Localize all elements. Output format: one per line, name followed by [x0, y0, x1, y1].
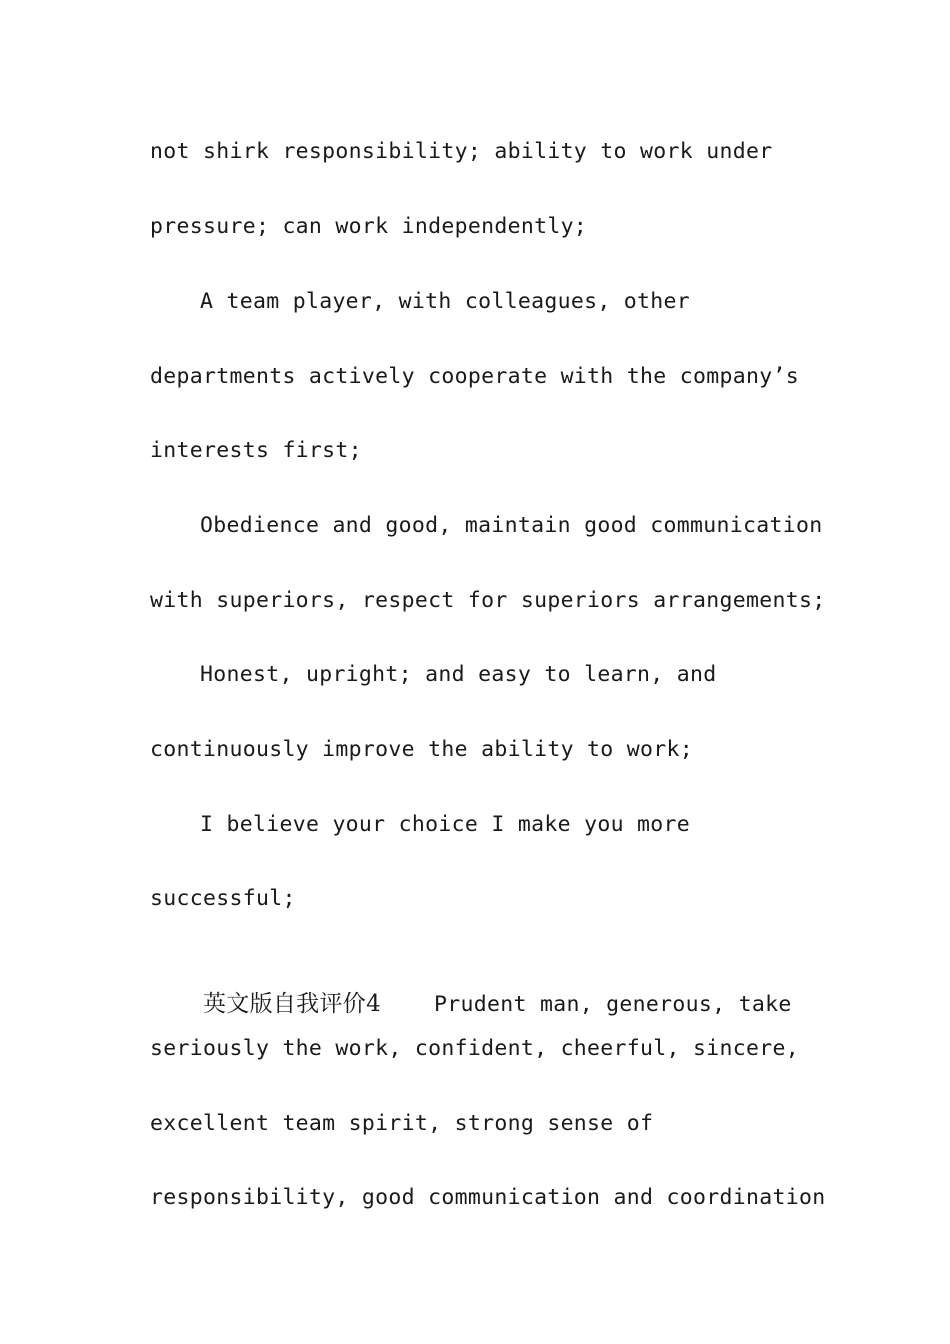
section-4-text: Prudent man, generous, take [381, 992, 792, 1017]
paragraph-first-line: Honest, upright; and easy to learn, and [200, 662, 717, 687]
body-line: seriously the work, confident, cheerful, sincere, [150, 1036, 799, 1061]
body-line: departments actively cooperate with the company’s [150, 364, 799, 389]
body-line: interests first; [150, 438, 362, 463]
body-line: with superiors, respect for superiors arrangements; [150, 588, 826, 613]
paragraph-first-line: A team player, with colleagues, other [200, 289, 691, 314]
body-line: responsibility, good communication and coordination [150, 1185, 826, 1210]
body-line: not shirk responsibility; ability to work under [150, 139, 773, 164]
body-line: continuously improve the ability to work; [150, 737, 694, 762]
body-line: excellent team spirit, strong sense of [150, 1111, 654, 1136]
paragraph-first-line: I believe your choice I make you more [200, 812, 691, 837]
body-line: successful; [150, 886, 296, 911]
body-line: pressure; can work independently; [150, 214, 588, 239]
section-heading: 英文版自我评价4 [202, 991, 382, 1017]
paragraph-first-line: Obedience and good, maintain good communication [200, 513, 823, 538]
